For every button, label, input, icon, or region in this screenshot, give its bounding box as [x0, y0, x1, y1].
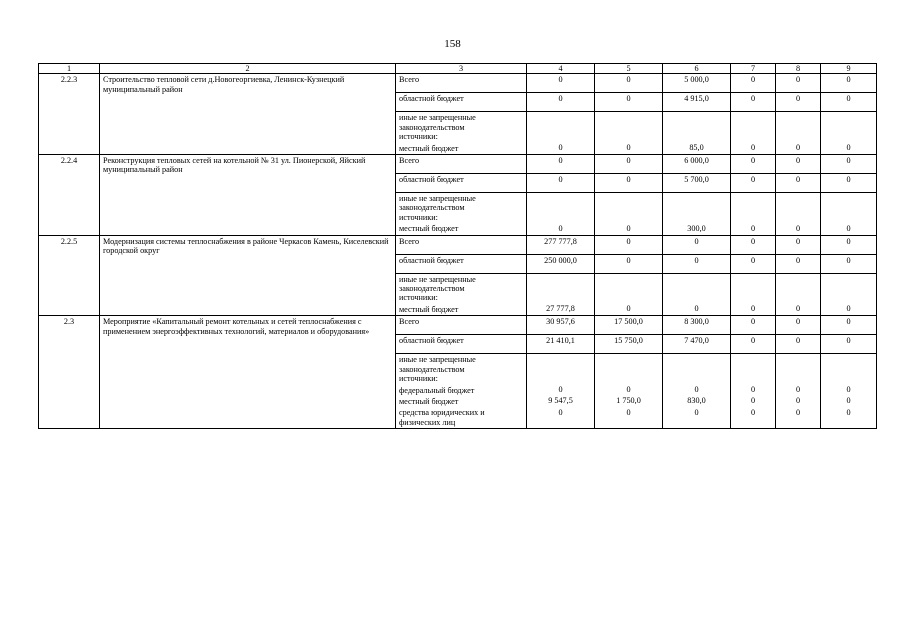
- value-cell: 6 000,0: [663, 155, 731, 174]
- value-stack-cell: [821, 193, 877, 236]
- value-cell: 0: [821, 316, 877, 335]
- value-stack-cell: [776, 273, 821, 316]
- source-heading-line: иные не запрещенные: [399, 274, 476, 284]
- value-cell: 21 410,1: [527, 335, 595, 354]
- source-item-label: средства юридических и физических лиц: [399, 408, 485, 427]
- value-cell: 0: [595, 93, 663, 112]
- value-cell: 0: [776, 235, 821, 254]
- value-cell: 0: [776, 335, 821, 354]
- value-cell: 0: [846, 304, 851, 314]
- value-stack-cell: [776, 193, 821, 236]
- value-cell: 0: [750, 223, 756, 233]
- source-item-label: местный бюджет: [399, 143, 459, 153]
- value-cell: 30 957,6: [527, 316, 595, 335]
- value-stack-cell: [595, 273, 663, 316]
- column-header: 2: [100, 64, 396, 74]
- value-cell: 0: [750, 407, 756, 417]
- budget-row-total: [39, 316, 877, 335]
- value-stack-cell: [663, 112, 731, 155]
- value-cell: 0: [795, 407, 801, 417]
- value-cell: 0: [595, 235, 663, 254]
- value-stack-cell: [527, 354, 595, 429]
- value-cell: 0: [626, 223, 631, 233]
- value-cell: 7 470,0: [663, 335, 731, 354]
- value-cell: 0: [527, 174, 595, 193]
- source-heading-line: иные не запрещенные: [399, 194, 476, 204]
- table-body: [39, 64, 877, 429]
- value-cell: 0: [731, 335, 776, 354]
- value-cell: 0: [776, 155, 821, 174]
- value-stack-cell: [776, 112, 821, 155]
- value-cell: 0: [750, 385, 756, 394]
- value-cell: 0: [731, 74, 776, 93]
- value-stack-cell: [595, 193, 663, 236]
- value-cell: 8 300,0: [663, 316, 731, 335]
- source-heading-line: иные не запрещенные: [399, 355, 476, 365]
- value-stack-cell: [663, 354, 731, 429]
- value-cell: 0: [821, 235, 877, 254]
- value-stack-cell: [821, 354, 877, 429]
- item-name: Мероприятие «Капитальный ремонт котельных и сетей теплоснабжения с применением энергоэффективных технологий, материалов и оборудования»: [100, 316, 396, 429]
- item-number: 2.2.4: [39, 155, 100, 236]
- budget-row-total: [39, 235, 877, 254]
- value-cell: 1 750,0: [616, 396, 641, 406]
- value-cell: 0: [795, 223, 801, 233]
- source-label-stack: [396, 273, 527, 316]
- value-cell: 0: [595, 155, 663, 174]
- column-header: 9: [821, 64, 877, 74]
- value-cell: 0: [595, 174, 663, 193]
- source-item-label: местный бюджет: [399, 396, 459, 406]
- value-cell: 0: [558, 143, 563, 153]
- value-stack-cell: [595, 112, 663, 155]
- value-stack-cell: [527, 193, 595, 236]
- value-cell: 85,0: [689, 143, 704, 153]
- source-label: областной бюджет: [396, 174, 527, 193]
- source-label: областной бюджет: [396, 335, 527, 354]
- value-cell: 250 000,0: [527, 254, 595, 273]
- value-cell: 0: [694, 304, 699, 314]
- column-header: 5: [595, 64, 663, 74]
- value-cell: 0: [595, 254, 663, 273]
- source-heading-line: законодательством: [399, 122, 465, 132]
- source-item-label: местный бюджет: [399, 224, 459, 234]
- page-number: 158: [444, 38, 461, 50]
- source-heading-line: законодательством: [399, 284, 465, 294]
- value-cell: 0: [694, 385, 699, 394]
- item-name: Модернизация системы теплоснабжения в районе Черкасов Камень, Киселевский городской округ: [100, 235, 396, 316]
- value-cell: 27 777,8: [546, 304, 575, 314]
- value-cell: 0: [821, 155, 877, 174]
- value-cell: 17 500,0: [595, 316, 663, 335]
- value-cell: 0: [795, 143, 801, 153]
- value-cell: 0: [750, 304, 756, 314]
- source-label-stack: [396, 193, 527, 236]
- item-number: 2.3: [39, 316, 100, 429]
- value-cell: 0: [846, 396, 851, 406]
- budget-table: [38, 63, 877, 429]
- item-name: Реконструкция тепловых сетей на котельной № 31 ул. Пионерской, Яйский муниципальный район: [100, 155, 396, 236]
- source-label-stack: [396, 354, 527, 429]
- value-cell: 5 700,0: [663, 174, 731, 193]
- value-cell: 300,0: [687, 223, 706, 233]
- column-header: 4: [527, 64, 595, 74]
- column-header-row: [39, 64, 877, 74]
- value-cell: 4 915,0: [663, 93, 731, 112]
- value-cell: 0: [795, 304, 801, 314]
- value-cell: 0: [731, 254, 776, 273]
- source-heading-line: законодательством: [399, 364, 465, 374]
- source-heading-line: законодательством: [399, 203, 465, 213]
- value-cell: 277 777,8: [527, 235, 595, 254]
- value-cell: 0: [626, 407, 631, 417]
- item-name: Строительство тепловой сети д.Новогеоргиевка, Ленинск-Кузнецкий муниципальный район: [100, 74, 396, 155]
- value-cell: 0: [527, 155, 595, 174]
- value-stack-cell: [595, 354, 663, 429]
- value-stack-cell: [821, 112, 877, 155]
- source-heading-line: источники:: [399, 212, 438, 222]
- value-cell: 0: [795, 385, 801, 394]
- source-label: Всего: [396, 74, 527, 93]
- value-cell: 0: [821, 174, 877, 193]
- value-cell: 0: [626, 385, 631, 394]
- value-cell: 9 547,5: [548, 396, 573, 406]
- value-stack-cell: [731, 273, 776, 316]
- value-cell: 5 000,0: [663, 74, 731, 93]
- value-cell: 0: [663, 235, 731, 254]
- value-cell: 15 750,0: [595, 335, 663, 354]
- item-number: 2.2.3: [39, 74, 100, 155]
- source-label: областной бюджет: [396, 254, 527, 273]
- source-heading-line: источники:: [399, 374, 438, 384]
- source-label: областной бюджет: [396, 93, 527, 112]
- value-cell: 0: [776, 254, 821, 273]
- source-label: Всего: [396, 155, 527, 174]
- value-stack-cell: [776, 354, 821, 429]
- value-stack-cell: [731, 354, 776, 429]
- value-stack-cell: [527, 273, 595, 316]
- value-cell: 0: [821, 254, 877, 273]
- column-header: 8: [776, 64, 821, 74]
- value-cell: 0: [821, 74, 877, 93]
- value-cell: 0: [821, 335, 877, 354]
- source-item-label: федеральный бюджет: [399, 385, 475, 395]
- value-cell: 0: [776, 316, 821, 335]
- value-cell: 0: [694, 407, 699, 417]
- value-cell: 0: [776, 74, 821, 93]
- value-stack-cell: [527, 112, 595, 155]
- value-cell: 0: [731, 235, 776, 254]
- column-header: 7: [731, 64, 776, 74]
- value-cell: 0: [776, 93, 821, 112]
- value-stack-cell: [731, 112, 776, 155]
- source-label: Всего: [396, 316, 527, 335]
- value-cell: 0: [846, 143, 851, 153]
- column-header: 3: [396, 64, 527, 74]
- value-cell: 0: [846, 407, 851, 417]
- source-heading-line: источники:: [399, 293, 438, 303]
- value-cell: 0: [750, 143, 756, 153]
- value-cell: 830,0: [687, 396, 706, 406]
- value-cell: 0: [626, 304, 631, 314]
- value-cell: 0: [776, 174, 821, 193]
- source-label-stack: [396, 112, 527, 155]
- value-cell: 0: [558, 385, 563, 394]
- value-stack-cell: [663, 193, 731, 236]
- item-number: 2.2.5: [39, 235, 100, 316]
- value-cell: 0: [626, 143, 631, 153]
- column-header: 6: [663, 64, 731, 74]
- value-stack-cell: [663, 273, 731, 316]
- source-heading-line: иные не запрещенные: [399, 113, 476, 123]
- column-header: 1: [39, 64, 100, 74]
- value-stack-cell: [731, 193, 776, 236]
- source-label: Всего: [396, 235, 527, 254]
- value-cell: 0: [527, 93, 595, 112]
- value-cell: 0: [595, 74, 663, 93]
- value-cell: 0: [558, 407, 563, 417]
- value-cell: 0: [731, 155, 776, 174]
- budget-row-total: [39, 74, 877, 93]
- value-stack-cell: [821, 273, 877, 316]
- value-cell: 0: [731, 93, 776, 112]
- value-cell: 0: [750, 396, 756, 406]
- value-cell: 0: [795, 396, 801, 406]
- budget-row-total: [39, 155, 877, 174]
- source-heading-line: источники:: [399, 132, 438, 142]
- value-cell: 0: [527, 74, 595, 93]
- value-cell: 0: [821, 93, 877, 112]
- source-item-label: местный бюджет: [399, 304, 459, 314]
- value-cell: 0: [846, 223, 851, 233]
- value-cell: 0: [731, 316, 776, 335]
- value-cell: 0: [663, 254, 731, 273]
- value-cell: 0: [558, 223, 563, 233]
- value-cell: 0: [846, 385, 851, 394]
- value-cell: 0: [731, 174, 776, 193]
